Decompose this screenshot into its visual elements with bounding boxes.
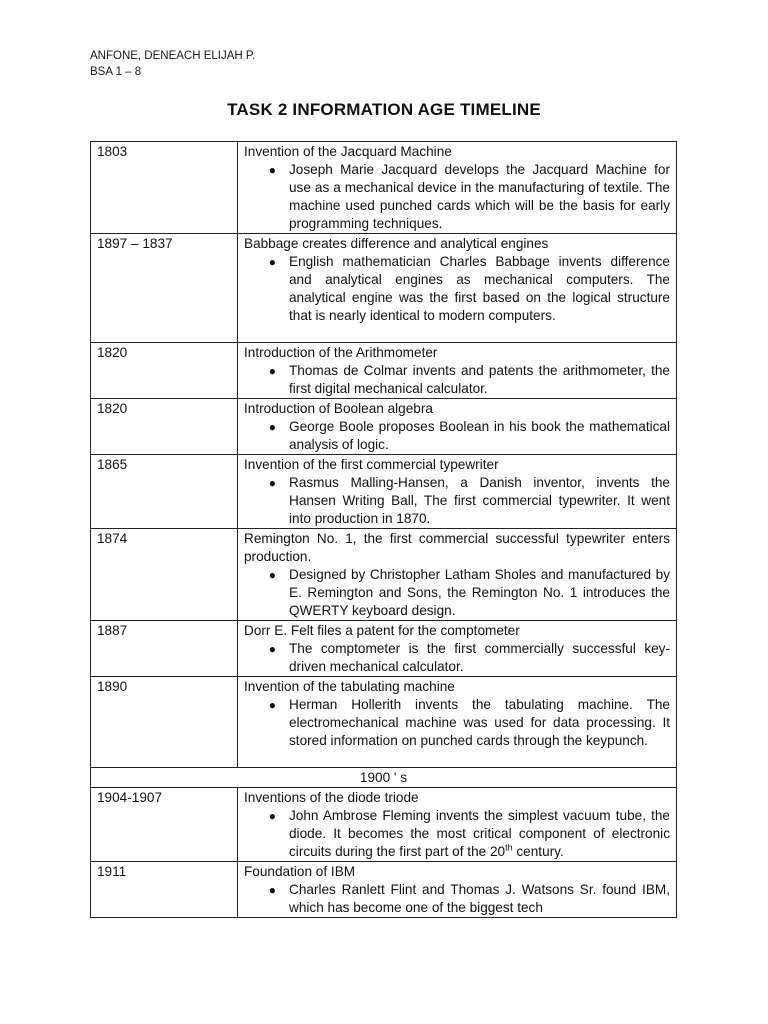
year-cell: 1887 (91, 621, 238, 677)
event-title: Introduction of the Arithmometer (244, 345, 438, 360)
bullet-icon: ● (268, 642, 276, 656)
list-item (244, 881, 670, 917)
list-item (244, 807, 670, 861)
event-details-text: John Ambrose Fleming invents the simplest vacuum tube, the diode. It becomes the most critical component of electronic circuits during the first part of the 20 (289, 808, 670, 859)
year-cell: 1904-1907 (91, 788, 238, 862)
list-item (244, 566, 670, 620)
event-cell (238, 455, 677, 529)
event-cell (238, 234, 677, 343)
table-row (91, 529, 677, 621)
event-cell (238, 862, 677, 918)
list-item (244, 474, 670, 528)
year-cell: 1820 (91, 343, 238, 399)
table-row (91, 234, 677, 343)
event-cell (238, 399, 677, 455)
table-row (91, 621, 677, 677)
event-details-tail: century. (512, 844, 564, 859)
bullet-icon: ● (268, 163, 276, 177)
event-details: George Boole proposes Boolean in his book the mathematical analysis of logic. (289, 419, 670, 452)
bullet-icon: ● (268, 883, 276, 897)
era-label: 1900 ' s (91, 768, 677, 788)
event-title: Remington No. 1, the first commercial successful typewriter enters production. (244, 531, 670, 564)
event-details: English mathematician Charles Babbage invents difference and analytical engines as mechanical computers. The analytical engine was the first based on the logical structure that is nearly identical to modern computers. (289, 254, 670, 323)
event-details (289, 807, 670, 861)
event-cell (238, 677, 677, 768)
year-cell: 1865 (91, 455, 238, 529)
table-row (91, 677, 677, 768)
event-title: Invention of the first commercial typewriter (244, 457, 499, 472)
year-cell: 1874 (91, 529, 238, 621)
year-cell: 1911 (91, 862, 238, 918)
timeline-table (90, 141, 677, 918)
table-row (91, 862, 677, 918)
year-cell: 1820 (91, 399, 238, 455)
era-row (91, 768, 677, 788)
event-title: Invention of the Jacquard Machine (244, 144, 452, 159)
event-title: Invention of the tabulating machine (244, 679, 455, 694)
list-item (244, 640, 670, 676)
event-title: Dorr E. Felt files a patent for the comptometer (244, 623, 520, 638)
page-title: TASK 2 INFORMATION AGE TIMELINE (227, 100, 541, 119)
event-title: Inventions of the diode triode (244, 790, 419, 805)
event-details: Charles Ranlett Flint and Thomas J. Watsons Sr. found IBM, which has become one of the biggest tech (289, 882, 670, 915)
bullet-icon: ● (268, 476, 276, 490)
event-cell (238, 621, 677, 677)
superscript: th (505, 842, 513, 853)
document-header (90, 48, 255, 80)
event-title: Foundation of IBM (244, 864, 356, 879)
list-item (244, 362, 670, 398)
table-row (91, 399, 677, 455)
bullet-icon: ● (268, 568, 276, 582)
event-details: Joseph Marie Jacquard develops the Jacquard Machine for use as a mechanical device in the manufacturing of textile. The machine used punched cards which will be the basis for early programming techniques. (289, 162, 670, 231)
event-title: Babbage creates difference and analytical engines (244, 236, 549, 251)
event-title: Introduction of Boolean algebra (244, 401, 433, 416)
bullet-icon: ● (268, 255, 276, 269)
list-item (244, 253, 670, 325)
event-details: Herman Hollerith invents the tabulating machine. The electromechanical machine was used for data processing. It stored information on punched cards through the keypunch. (289, 697, 670, 748)
list-item (244, 161, 670, 233)
event-cell (238, 142, 677, 234)
bullet-icon: ● (268, 420, 276, 434)
bullet-icon: ● (268, 809, 276, 823)
event-cell (238, 529, 677, 621)
event-details: Thomas de Colmar invents and patents the arithmometer, the first digital mechanical calculator. (289, 363, 670, 396)
year-cell: 1897 – 1837 (91, 234, 238, 343)
year-cell: 1803 (91, 142, 238, 234)
list-item (244, 696, 670, 750)
event-details: The comptometer is the first commercially successful key-driven mechanical calculator. (289, 641, 670, 674)
student-name: ANFONE, DENEACH ELIJAH P. (90, 50, 256, 62)
event-cell (238, 343, 677, 399)
student-section: BSA 1 – 8 (90, 66, 142, 78)
bullet-icon: ● (268, 364, 276, 378)
table-row (91, 343, 677, 399)
table-row (91, 142, 677, 234)
list-item (244, 418, 670, 454)
bullet-icon: ● (268, 698, 276, 712)
event-cell (238, 788, 677, 862)
table-row (91, 455, 677, 529)
year-cell: 1890 (91, 677, 238, 768)
event-details: Designed by Christopher Latham Sholes and manufactured by E. Remington and Sons, the Remington No. 1 introduces the QWERTY keyboard design. (289, 567, 670, 618)
event-details: Rasmus Malling-Hansen, a Danish inventor, invents the Hansen Writing Ball, The first commercial typewriter. It went into production in 1870. (289, 475, 670, 526)
table-row (91, 788, 677, 862)
